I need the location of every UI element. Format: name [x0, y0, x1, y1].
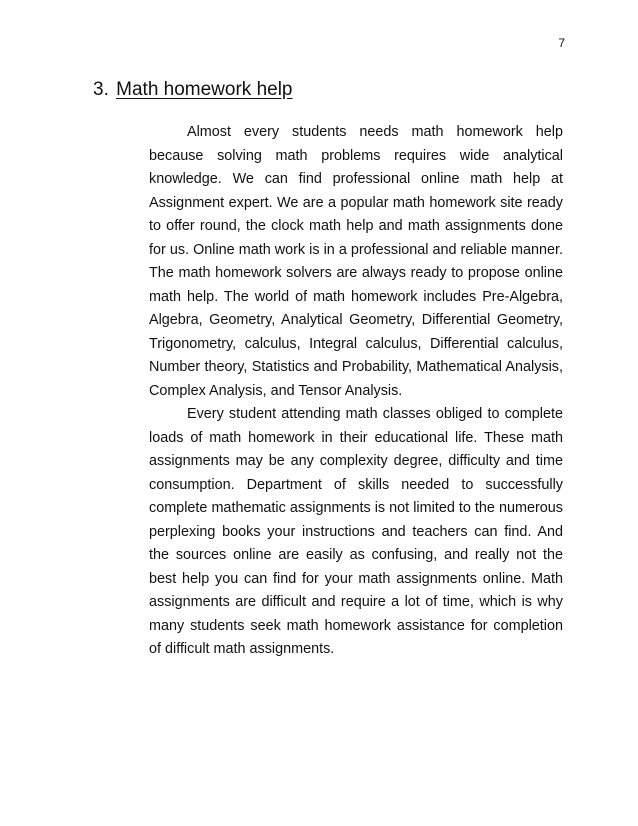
section-title: Math homework help	[116, 79, 293, 100]
body-paragraph: Almost every students needs math homework help because solving math problems requires wide analytical knowledge. We can find professional online math help at Assignment expert. We are a popular math homework site ready to offer round, the clock math help and math assignments done for us. Online math work is in a professional and reliable manner. The math homework solvers are always ready to propose online math help. The world of math homework includes Pre-Algebra, Algebra, Geometry, Analytical Geometry, Differential Geometry, Trigonometry, calculus, Integral calculus, Differential calculus, Number theory, Statistics and Probability, Mathematical Analysis, Complex Analysis, and Tensor Analysis.	[149, 124, 563, 399]
section-heading	[93, 78, 293, 102]
section-body	[149, 121, 563, 662]
body-paragraph: Every student attending math classes obliged to complete loads of math homework in their educational life. These math assignments may be any complexity degree, difficulty and time consumption. Department of skills needed to successfully complete mathematic assignments is not limited to the numerous perplexing books your instructions and teachers can find. And the sources online are easily as confusing, and really not the best help you can find for your math assignments online. Math assignments are difficult and require a lot of time, which is why many students seek math homework assistance for completion of difficult math assignments.	[149, 406, 563, 657]
page-number: 7	[558, 36, 565, 50]
section-number: 3.	[93, 79, 109, 100]
